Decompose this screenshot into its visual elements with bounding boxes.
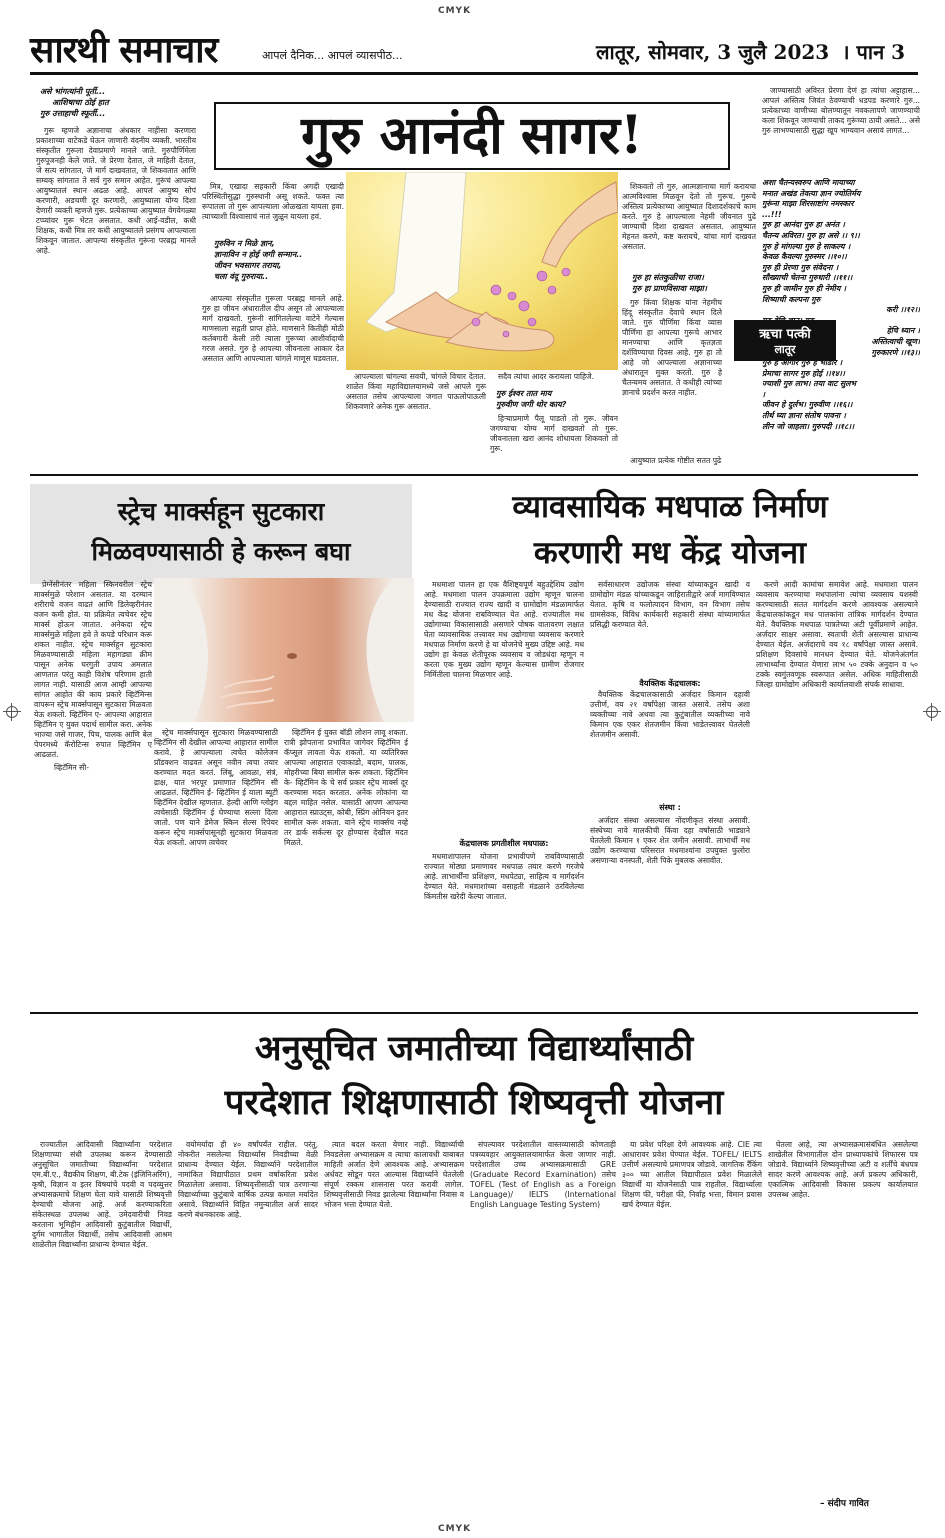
guru-column-4-poem: अशा चैतन्यस्वरुप आणि मायाच्या मनात अखंड तेवत्या ज्ञान ज्योतिर्मय गुरूंना माझा शिरसाष्टांग नमस्कार ...!!! गुरु हा आनंदा गुरु हा अनंत । चैतन्य अविरत। गुरु हा असे ।। ९।। गुरु हे मांगल्या गुरु हे साकल्य । केवळ कैवल्या गुरुस्मर ।।१०।। गुरु ही प्रेरणा गुरु संवेदना । सौख्याची चेतना गुरुधारी ।।११।। गुरु ही जामीन गुरु ही नेमीय । शिष्याची कल्पना गुरु करी ।।१२।। गुरु हेचि ज्ञान। गुरु हेचि ध्यान । अस्तित्वाची खूण। गुरुकारणे ।।१३।। गुरु हे आगार गुरु हे भांडार । प्रेमाचा सागर गुरु होई ।।१४।। ज्याशी गुरु लाभ। तया वाट सुलभ । जीवन हे दुर्लभ। गुरुवीण ।।१६।। तीर्थ घ्या ज्ञाना संतोष पावना । लीन जो जाहला। गुरुपदी ।।१८।। bbox=[762, 178, 920, 431]
guru-column-3-poem: गुरु हा संतकुळीचा राजा। गुरु हा प्राणविसावा माझा। bbox=[632, 273, 707, 293]
guru-column-3-end: आयुष्यात प्रत्येक गोष्टीत सतत पुढे bbox=[630, 456, 722, 465]
guru-epigraph: असे भांगत्यांनी पूर्ती... आशिषाचा ठोई हात गुरु उत्ताहाची स्फूर्ती... bbox=[40, 87, 109, 118]
section-rule-1 bbox=[30, 474, 918, 476]
guru-caption-poem: गुरु ईश्वर तात माय गुरुवीण जगी थोर काय? bbox=[496, 389, 567, 409]
registration-mark-right bbox=[926, 706, 938, 718]
guru-column-1: गुरू म्हणजे अज्ञानाचा अंधकार नाहीसा करणारा प्रकाशाच्या वाटेकडे घेऊन जाणारी वंदनीय व्यक्ती. भारतीय संस्कृतीत गुरूला देवाप्रमाणे मानले जाते. गुरुपौर्णिमेला गुरुपूजनही केले जाते. जे प्रेरणा देतात, जे माहिती देतात, जे सत्य सांगतात, जे मार्ग दाखवतात, जे शिकवतात आणि सम्यक् सांगतात ते सर्व गुरु समान आहेत. गुरूंचं आपल्या आयुष्यातलं स्थान अढळ आहे. आपलं आयुष्य सोपं करणारी, अडचणी दूर करणारी, आयुष्याला योग्य दिशा देणारी व्यक्ती म्हणजे गुरू. प्रत्येकाच्या आयुष्यात वेगवेगळ्या टप्प्यांवर गुरू भेटत असतात. कधी आई-वडील, कधी शिक्षक, कधी मित्र तर कधी आयुष्यातले प्रसंगच आपल्याला शिकवून जातात. आपल्या संस्कृतीत गुरूंना परब्रह्म मानले आहे. bbox=[36, 126, 196, 255]
honey-column-1: मधमाशा पालन हा एक वैशिष्ट्यपूर्ण बहुउद्देशिय उद्योग आहे. मधमाशा पालन उपक्रमाला उद्योग म्हणून चालना देण्यासाठी राज्यात राज्य खादी व ग्रामोद्योग मंडळामार्फत मध केंद्र योजना राबविण्यात येत आहे. राज्यातील मध उद्योगाच्या विकासासाठी असणारे पोषक वातावरण लक्षात घेता व्यावसायिक तत्त्वावर मध उद्योगाचा व्यवसाय करणारे मधपाळ निर्माण करणे हे या योजनेचे मुख्य उद्दिष्ट आहे. मध उद्योग हा केवळ शेतीपूरक व्यवसाय व जोडधंदा म्हणून न करता एक मुख्य उद्योग म्हणून केल्यास ग्रामीण रोजगार निर्मितीला चालना मिळणार आहे. bbox=[424, 580, 584, 679]
print-color-mark-bottom: CMYK bbox=[438, 1524, 472, 1534]
scholarship-column-6: घेतला आहे, त्या अभ्यासक्रमासंबंधित असलेल्या शाखेतील विभागातील दोन प्राध्यापकांचे शिफारस पत्र जोडावे. विद्यार्थ्याने शिष्यवृत्तीच्या अटी व शर्तींचे बंधपत्र सादर करणे आवश्यक आहे. अर्ज प्रकल्प अधिकारी, एकात्मिक आदिवासी विकास प्रकल्प कार्यालयात उपलब्ध आहेत. bbox=[768, 1140, 918, 1199]
scholarship-column-4: संपल्यावर परदेशातील वास्तव्यासाठी कोणताही पत्रव्यवहार आयुक्तालयामार्फत केला जाणार नाही. परदेशातील उच्च अभ्यासक्रमासाठी GRE (Graduate Record Examination) तसेच TOFEL (Test of English as a Foreign Language)/ IELTS (International English Language Testing System) bbox=[470, 1140, 616, 1209]
guru-column-3-body: गुरु किंवा शिक्षक यांना नेहमीच हिंदू संस्कृतीत देवाचे स्थान दिले जाते. गुरु पौर्णिमा किंवा व्यास पौर्णिमा हा आपल्या गुरूचे आभार मानण्याचा आणि कृतज्ञता दर्शविण्याचा दिवस आहे. गुरु हा तो आहे जो आपल्याला अज्ञानाच्या अंधारातून मुक्त करतो. गुरु हे चैतन्यमय असतात. ते कधीही त्यांच्या ज्ञानाचे प्रदर्शन करत नाहीत. bbox=[622, 298, 722, 397]
registration-mark-left bbox=[6, 706, 18, 718]
guru-headline: गुरु आनंदी सागर! bbox=[214, 102, 730, 170]
scholarship-column-2: वयोमर्यादा ही ४० वर्षांपर्यंत राहील. परंतु, नोकरीत नसलेल्या विद्यार्थ्यांस निवडीच्या वेळी प्राधान्य देण्यात येईल. विद्यार्थ्याने परदेशातील नामांकित विद्यापीठात प्रथम वर्षाकरिता प्रवेश मिळालेला असावा. शिष्यवृत्तीसाठी पात्र ठरणाऱ्या विद्यार्थ्याच्या कुटुंबाचे वार्षिक उत्पन्न कमाल मर्यादेत असावे. विद्यार्थ्याने विहित नमुन्यातील अर्ज सादर करणे बंधनकारक आहे. bbox=[178, 1140, 318, 1219]
masthead-rule bbox=[30, 72, 918, 75]
honey-column-2-subhead: वैयक्तिक केंद्रचालक: bbox=[639, 679, 701, 688]
guru-caption-right-bottom: हिऱ्याप्रमाणे पैलू पाडतो तो गुरू. जीवन जगण्याचा योग्य मार्ग दाखवतो तो गुरू. जीवनातला खरा आनंद शोधायला शिकवतो तो गुरू. bbox=[490, 414, 618, 453]
scholarship-column-5: या प्रवेश परिक्षा देणे आवश्यक आहे. CIE त्या आधारावर प्रवेश घेण्यात येईल. TOFEL/ IELTS उत्तीर्ण असल्याचे प्रमाणपत्र जोडावे. जागतिक रँकिंग ३०० च्या आतील विद्यापीठात प्रवेश मिळालेले विद्यार्थी या योजनेसाठी पात्र राहतील. विद्यार्थ्याला शिक्षण फी, परीक्षा फी, निर्वाह भत्ता, विमान प्रवास खर्च देण्यात येईल. bbox=[622, 1140, 762, 1209]
scholarship-headline: अनुसूचित जमातीच्या विद्यार्थ्यांसाठी परदेशात शिक्षणासाठी शिष्यवृत्ती योजना bbox=[224, 1028, 724, 1123]
honey-column-3: करणे आदी कामांचा समावेश आहे. मधमाशा पालन व्यवसाय करण्याचा मधपालांना त्यांचा व्यवसाय यशस्वी करण्यासाठी सतत मार्गदर्शन करणे आवश्यक असल्याने केंद्रचालकांकडून मध पालकांना तांत्रिक मार्गदर्शन देण्यात येते. वैयक्तिक मधपाळ पात्रतेच्या अटी पूर्वीप्रमाणे आहेत. अर्जदार साक्षर असावा. स्वतःची शेती असल्यास प्राधान्य देण्यात येईल. अर्जदाराचे वय १८ वर्षांपेक्षा जास्त असावे. प्रशिक्षण दिवसांचे मानधन देण्यात येते. योजनेअंतर्गत लाभार्थ्यांना देण्यात येणारा लाभ ५० टक्के अनुदान व ५० टक्के स्वगुंतवणूक स्वरूपात असेल. अधिक माहितीसाठी जिल्हा ग्रामोद्योग अधिकारी कार्यालयाशी संपर्क साधावा. bbox=[756, 580, 918, 689]
guru-caption-right: सदैव त्यांचा आदर करायला पाहिजे. bbox=[498, 372, 595, 381]
honey-column-1-subhead: केंद्रचालक प्रगतीशील मधपाळ: bbox=[459, 839, 549, 848]
newspaper-title: सारथी समाचार bbox=[30, 29, 218, 71]
guru-byline: ऋचा पत्की लातूर bbox=[734, 320, 836, 361]
scholarship-column-1: राज्यातील आदिवासी विद्यार्थ्यांना परदेशात शिक्षणाच्या संधी उपलब्ध करून देण्यासाठी अनुसूचित जमातीच्या विद्यार्थ्यांना परदेशात एम.बी.ए., वैद्यकीय शिक्षण, बी.टेक (इंजिनिअरिंग), कृषी, विज्ञान व इतर विषयांचे पदवी व पदव्युत्तर अभ्यासक्रमाचे शिक्षण घेता यावे यासाठी शिष्यवृत्ती देण्याची योजना आहे. अर्ज करण्याकरिता संकेतस्थळ उपलब्ध आहे. उमेदवारीची निवड करताना भूमिहीन आदिवासी कुटुंबातील विद्यार्थी, दुर्गम भागातील विद्यार्थी, तसेच आदिवासी आश्रम शाळेतील विद्यार्थ्यांना प्राधान्य देण्यात येईल. bbox=[32, 1140, 172, 1249]
guru-caption-left: आपल्याला चांगल्या सवयी, चांगले विचार देतात. शाळेत किंवा महाविद्यालयामध्ये जसे आपले गुरू असतात तसेच आपल्याला जगात पाऊलोपाऊली शिकवणारे अनेक गुरू असतात. bbox=[346, 372, 486, 411]
honey-column-2: सर्वसाधारण उद्योजक संस्था यांच्याकडून खादी व ग्रामोद्योग मंडळ यांच्याकडून जाहिरातीद्वारे अर्ज मागविण्यात येतात. कृषि व फलोत्पादन विभाग, वन विभाग तसेच ग्रामसेवक, विविध कार्यकारी सहकारी संस्था यांच्यामार्फत प्रसिद्धी करण्यात येते. bbox=[590, 580, 750, 629]
scholarship-column-3: त्यात बदल करता येणार नाही. विद्यार्थ्याची निवडलेला अभ्यासक्रम व त्याचा कालावधी याबाबत माहिती अर्जात देणे आवश्यक आहे. अभ्यासक्रम अर्धवट सोडून परत आल्यास विद्यार्थ्याने घेतलेली संपूर्ण रक्कम शासनास परत करावी लागेल. शिष्यवृत्तीसाठी निवड झालेल्या विद्यार्थ्यांना निवास व भोजन भत्ता देण्यात येतो. bbox=[324, 1140, 464, 1209]
newspaper-tagline: आपलं दैनिक... आपलं व्यासपीठ... bbox=[262, 49, 403, 62]
stretch-column-3: व्हिटॅमिन ई युक्त बॉडी लोशन लावू शकता. रात्री झोपताना प्रभावित जागेवर व्हिटॅमिन ई कॅप्सूल लावता येऊ शकतो. या व्यतिरिक्त आपल्या आहारात एवाकाडो, बदाम, पालक, मोहरीच्या बिया सामील करू शकता. व्हिटॅमिन के- व्हिटॅमिन के चे सर्व प्रकार स्ट्रेच मार्क्स दूर करण्यास मदत करतात. अनेक लोकांना या बद्दल माहित नसेल. यासाठी आपण आपल्या आहारात स्प्राउट्स, कोबी, स्प्रिंग ओनियन इतर सामील करू शकता. याने स्ट्रेच मार्क्सच नव्हे तर डार्क सर्कल्स दूर होण्यास देखील मदत मिळते. bbox=[284, 728, 408, 847]
honey-column-2-subhead-2: संस्था : bbox=[659, 803, 681, 812]
honey-column-1-body: मधमाशापालन योजना प्रभावीपणे राबविण्यासाठी राज्यात मोठ्या प्रमाणावर मधपाळ तयार करणे गरजेचे आहे. लाभार्थींना प्रशिक्षण, मधपेट्या, साहित्य व मार्गदर्शन देण्यात येते. मधमाशांच्या वसाहती मंडळाने ठरविलेल्या किंमतीस खरेदी केल्या जातात. bbox=[424, 852, 584, 901]
stretch-column-2: स्ट्रेच मार्क्सपासून सुटकारा मिळवण्यासाठी व्हिटॅमिन सी देखील आपल्या आहारात सामील करावे. हे आपल्याला त्वचेत कोलेजन प्रॉडक्शन वाढवत असून नवीन त्वचा तयार करण्यात मदत करतं. लिंबू, आवळा, संत्रं, द्राक्ष, यात भरपूर प्रमाणात व्हिटॅमिन सी आढळतं. व्हिटॅमिन ई- व्हिटॅमिन ई याला ब्यूटी व्हिटॅमिन देखील म्हणतात. हेल्दी आणि ग्लोइंग त्वचेसाठी व्हिटॅमिन ई घेण्याचा सल्ला दिला जातो. पण याने डेमेज स्किन सेल्स रिपेयर करून स्ट्रेच मार्क्सपासूनही सुटकारा मिळवता येऊ शकतो. आपण त्वचेवर bbox=[154, 728, 278, 847]
section-rule-2 bbox=[30, 1012, 918, 1014]
guru-column-4: जाण्यासाठी अविरत प्रेरणा देणं हा त्यांचा अट्टाहास... आपलं अस्तित्व जिवंत ठेवण्याची धडपड करणारे गुरु... प्रत्येकाच्या वाणीच्या बोलण्यातून नवकलापणे जाणण्याची कला शिकवून जाण्याची ताकद गुरूंच्या ठायी असते... असे गुरु लाभण्यासाठी सुद्धा खूप भाग्यवान असावं लागतं... bbox=[762, 86, 920, 135]
print-color-mark-top: CMYK bbox=[438, 6, 472, 16]
stretch-marks-photo bbox=[154, 578, 414, 722]
honey-headline: व्यावसायिक मधपाळ निर्माण करणारी मध केंद्र योजना bbox=[512, 489, 828, 571]
honey-column-2-body: वैयक्तिक केंद्रचालकासाठी अर्जदार किमान दहावी उत्तीर्ण, वय २१ वर्षांपेक्षा जास्त असावे. तसेच अशा व्यक्तीच्या नावे अथवा त्या कुटुंबातील व्यक्तीच्या नावे किमान एक एकर शेतजमीन किंवा भाडेतत्त्वावर घेतलेली शेतजमीन असावी. bbox=[590, 690, 750, 739]
honey-column-2-body-2: अर्जदार संस्था असल्यास नोंदणीकृत संस्था असावी. संस्थेच्या नावे मालकीची किंवा दहा वर्षांसाठी भाड्याने घेतलेली किमान १ एकर शेत जमीन असावी. लाभार्थी मध उद्योग करण्याचा परिसरात मधमाश्यांना उपयुक्त फुलोरा असणाऱ्या वनस्पती, शेती पिके मुबलक असावीत. bbox=[590, 816, 750, 865]
page-number: । पान 3 bbox=[842, 40, 906, 64]
guru-poem: गुरुविन न मिळे ज्ञान, ज्ञानाविन न होई जगी सन्मान.. जीवन भवसागर तराया, चला वंदू गुरुराया.. bbox=[214, 239, 303, 281]
guru-feet-illustration bbox=[346, 172, 618, 370]
guru-column-2-top: मित्र, एखादा सहकारी किंवा अगदी एखादी परिस्थितीसुद्धा गुरुस्थानी असू शकते. फक्त त्या रूपातला तो गुरू आपल्याला ओळखता यायला हवा. त्याच्याशी विश्वासाचं नातं जुळून यायला हवं. bbox=[202, 182, 344, 221]
stretch-headline: स्ट्रेच मार्क्सहून सुटकारा मिळवण्यासाठी हे करून बघा bbox=[30, 484, 412, 584]
scholarship-byline: – संदीप गावित bbox=[820, 1499, 869, 1509]
dateline: लातूर, सोमवार, 3 जुलै 2023 bbox=[596, 40, 830, 64]
stretch-column-1: प्रेग्नेंसीनंतर महिला स्किनवरील स्ट्रेच मार्क्समुळे परेशान असतात. या दरम्यान शरीराचे वजन वाढतं आणि डिलेव्हरीनंतर वजन कमी होतं. या प्रक्रियेत त्वचेवर स्ट्रेच मार्क्स होऊन जातात. अनेकदा स्ट्रेच मार्क्समुळे महिला हवे ते कपडे परिधान करू शकत नाहीत. स्ट्रेच मार्क्सहून सुटकारा मिळवण्यासाठी महिला महागड्या क्रीम पासून अनेक घरगुती उपाय अमलात आणतात परंतु काही विशेष परिणाम हाती लागत नाही. यासाठी आज आम्ही आपल्या सांगत आहोत की काय प्रकारे व्हिटॅमिन्स वापरून स्ट्रेच मार्क्सपासून सुटकारा मिळवता येऊ शकतो. व्हिटॅमिन ए- आपल्या आहारात व्हिटॅमिन ए युक्त पदार्थ सामील करा. अनेक भाज्या जसे गाजर, पिच, पालक आणि बेल पेपरमध्ये कॅरोटिन्स रुपात व्हिटॅमिन ए आढळतं. व्हिटॅमिन सी- bbox=[34, 580, 152, 772]
guru-column-2-bottom: आपल्या संस्कृतीत गुरूला परब्रह्म मानले आहे. गुरु हा जीवन अंधारातील दीप असून तो आपल्याला मार्ग दाखवतो. गुरूंनी सांगितलेल्या वाटेने गेल्यास माणसाला सद्गती प्राप्त होते. माणसाने कितीही मोठी कर्तबगारी केली तरी त्याला गुरूच्या आशीर्वादाची गरज असते. गुरु हे आपल्या जीवनाला आकार देत असतात आणि आपल्याला चांगले माणूस घडवतात. bbox=[202, 294, 344, 363]
guru-column-3: शिकवतो तो गुरु, आत्मज्ञानाचा मार्ग करायचा आत्मविश्वास मिळवून देतो तो गुरूच. गुरूचे अस्तित्व प्रत्येकाच्या आयुष्यात दिशादर्शकाचे काम करते. गुरु हे आपल्याला नेहमी जीवनात पुढे जाण्याची दिशा दाखवत असतात. आयुष्यात मेहनत करणे, कष्ट करायचे, यांचा मार्ग दाखवत असतात. bbox=[622, 182, 756, 251]
